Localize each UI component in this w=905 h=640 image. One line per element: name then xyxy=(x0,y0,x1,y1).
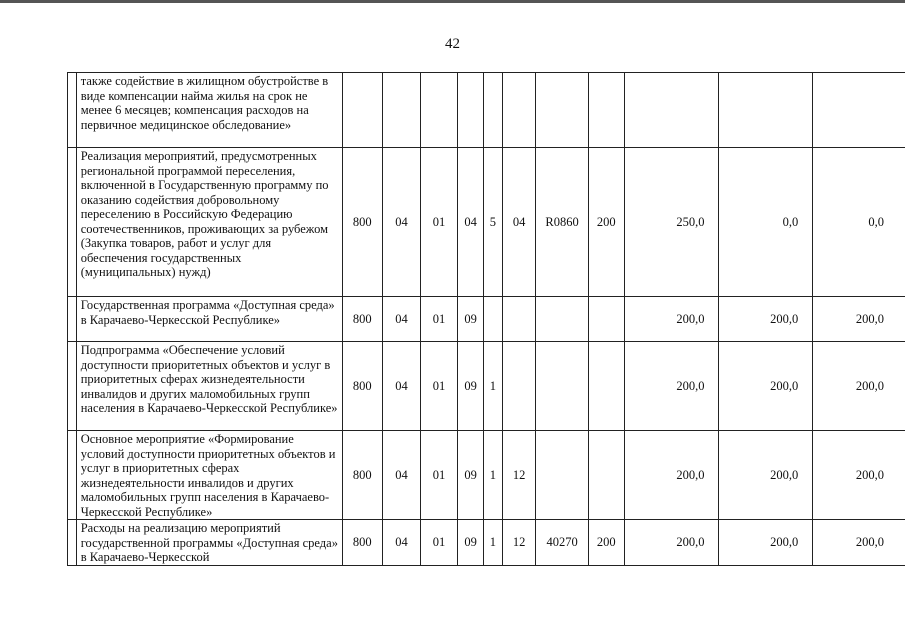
cell-subsection: 01 xyxy=(421,520,458,566)
cell-index xyxy=(68,431,77,520)
cell-amount-year3: 200,0 xyxy=(813,520,905,566)
cell-amount-year3: 200,0 xyxy=(813,297,905,342)
cell-expense-type xyxy=(588,342,624,431)
cell-main-activity xyxy=(502,297,536,342)
cell-subprogram: 5 xyxy=(484,148,503,297)
cell-subsection: 01 xyxy=(421,342,458,431)
cell-ved: 800 xyxy=(342,342,382,431)
cell-index xyxy=(68,148,77,297)
cell-main-activity: 12 xyxy=(502,431,536,520)
cell-amount-year1: 250,0 xyxy=(624,148,719,297)
cell-index xyxy=(68,520,77,566)
cell-section: 04 xyxy=(382,297,420,342)
cell-expense-type: 200 xyxy=(588,148,624,297)
table-row xyxy=(68,431,905,520)
table-row xyxy=(68,148,905,297)
cell-ved: 800 xyxy=(342,297,382,342)
cell-section: 04 xyxy=(382,431,420,520)
cell-name: также содействие в жилищном обустройстве в виде компенсации найма жилья на срок не менее 6 месяцев; компенсация расходов на первичное медицинское обследование» xyxy=(76,73,342,148)
cell-name: Основное мероприятие «Формирование условий доступности приоритетных объектов и услуг в приоритетных сферах жизнедеятельности инвалидов и других маломобильных групп населения в Карачаево-Черкесской Республике» xyxy=(76,431,342,520)
cell-amount-year1: 200,0 xyxy=(624,297,719,342)
cell-subsection: 01 xyxy=(421,431,458,520)
cell-section: 04 xyxy=(382,148,420,297)
cell-section xyxy=(382,73,420,148)
table-row xyxy=(68,342,905,431)
cell-amount-year1: 200,0 xyxy=(624,431,719,520)
cell-program xyxy=(458,73,484,148)
cell-index xyxy=(68,73,77,148)
cell-amount-year3: 200,0 xyxy=(813,431,905,520)
cell-subsection xyxy=(421,73,458,148)
cell-ved xyxy=(342,73,382,148)
page-number: 42 xyxy=(445,36,460,52)
cell-section: 04 xyxy=(382,520,420,566)
cell-direction: 40270 xyxy=(536,520,588,566)
cell-direction xyxy=(536,297,588,342)
cell-subsection: 01 xyxy=(421,297,458,342)
cell-subprogram: 1 xyxy=(484,431,503,520)
cell-ved: 800 xyxy=(342,431,382,520)
cell-amount-year3: 200,0 xyxy=(813,342,905,431)
table-body xyxy=(68,73,905,566)
cell-main-activity xyxy=(502,73,536,148)
cell-main-activity: 12 xyxy=(502,520,536,566)
cell-ved: 800 xyxy=(342,520,382,566)
cell-expense-type xyxy=(588,73,624,148)
cell-subsection: 01 xyxy=(421,148,458,297)
cell-program: 04 xyxy=(458,148,484,297)
cell-subprogram xyxy=(484,297,503,342)
cell-subprogram: 1 xyxy=(484,520,503,566)
cell-amount-year2: 200,0 xyxy=(719,431,813,520)
cell-expense-type xyxy=(588,431,624,520)
cell-expense-type xyxy=(588,297,624,342)
cell-ved: 800 xyxy=(342,148,382,297)
cell-direction: R0860 xyxy=(536,148,588,297)
cell-name: Реализация мероприятий, предусмотренных региональной программой переселения, включенной в Государственную программу по оказанию содействия добровольному переселению в Российскую Федерацию соотечественников, проживающих за рубежом (Закупка товаров, работ и услуг для обеспечения государственных (муниципальных) нужд) xyxy=(76,148,342,297)
cell-expense-type: 200 xyxy=(588,520,624,566)
cell-amount-year2: 200,0 xyxy=(719,297,813,342)
table-row xyxy=(68,520,905,566)
cell-amount-year2: 200,0 xyxy=(719,520,813,566)
cell-direction xyxy=(536,342,588,431)
cell-amount-year1: 200,0 xyxy=(624,520,719,566)
cell-direction xyxy=(536,73,588,148)
cell-amount-year2: 0,0 xyxy=(719,148,813,297)
cell-name: Государственная программа «Доступная среда» в Карачаево-Черкесской Республике» xyxy=(76,297,342,342)
cell-main-activity xyxy=(502,342,536,431)
cell-index xyxy=(68,342,77,431)
cell-amount-year3: 0,0 xyxy=(813,148,905,297)
cell-amount-year1 xyxy=(624,73,719,148)
cell-amount-year2: 200,0 xyxy=(719,342,813,431)
cell-name: Расходы на реализацию мероприятий государственной программы «Доступная среда» в Карачаево-Черкесской xyxy=(76,520,342,566)
cell-subprogram: 1 xyxy=(484,342,503,431)
cell-program: 09 xyxy=(458,520,484,566)
cell-amount-year2 xyxy=(719,73,813,148)
cell-program: 09 xyxy=(458,342,484,431)
cell-section: 04 xyxy=(382,342,420,431)
budget-table xyxy=(67,72,905,566)
cell-name: Подпрограмма «Обеспечение условий доступности приоритетных объектов и услуг в приоритетных сферах жизнедеятельности инвалидов и других маломобильных групп населения в Карачаево-Черкесской Республике» xyxy=(76,342,342,431)
cell-direction xyxy=(536,431,588,520)
cell-index xyxy=(68,297,77,342)
cell-program: 09 xyxy=(458,431,484,520)
cell-amount-year3 xyxy=(813,73,905,148)
cell-main-activity: 04 xyxy=(502,148,536,297)
cell-amount-year1: 200,0 xyxy=(624,342,719,431)
table-row xyxy=(68,73,905,148)
scan-top-edge xyxy=(0,0,905,3)
table-row xyxy=(68,297,905,342)
cell-subprogram xyxy=(484,73,503,148)
cell-program: 09 xyxy=(458,297,484,342)
